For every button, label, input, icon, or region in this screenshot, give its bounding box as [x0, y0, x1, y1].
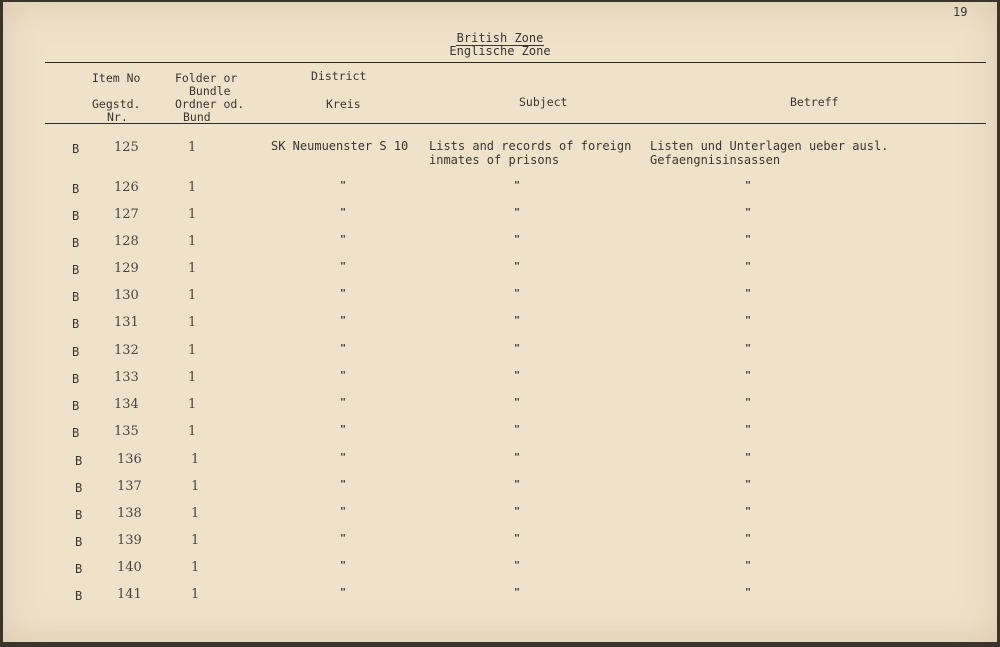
- row-betreff-ditto: ": [745, 180, 751, 191]
- row-district-ditto: ": [340, 207, 346, 218]
- page-number: 19: [953, 5, 968, 19]
- row-subject-ditto: ": [514, 397, 520, 408]
- row-subject-ditto: ": [514, 261, 520, 272]
- row-prefix: B: [75, 481, 83, 495]
- row-prefix: B: [72, 182, 80, 196]
- row-subject: Lists and records of foreign: [429, 139, 632, 153]
- row-folder: 1: [191, 479, 200, 494]
- row-item-no: 141: [117, 587, 142, 602]
- row-district-ditto: ": [340, 370, 346, 381]
- row-folder: 1: [191, 587, 200, 602]
- row-prefix: B: [75, 535, 83, 549]
- row-folder: 1: [188, 370, 197, 385]
- row-subject-ditto: ": [514, 587, 520, 598]
- row-betreff-ditto: ": [745, 479, 751, 490]
- row-folder: 1: [188, 207, 197, 222]
- row-district-ditto: ": [340, 397, 346, 408]
- row-subject-ditto: ": [514, 207, 520, 218]
- row-betreff: Listen und Unterlagen ueber ausl.: [650, 139, 889, 153]
- row-subject-ditto: ": [514, 234, 520, 245]
- zone-title: British Zone: [456, 31, 544, 45]
- row-prefix: B: [75, 562, 83, 576]
- row-folder: 1: [188, 424, 197, 439]
- header-top-rule: [45, 62, 986, 63]
- header-folder: Folder or: [175, 71, 238, 85]
- row-folder: 1: [188, 140, 197, 155]
- row-subject-ditto: ": [514, 452, 520, 463]
- row-prefix: B: [75, 454, 83, 468]
- row-betreff-ditto: ": [745, 533, 751, 544]
- row-district-ditto: ": [340, 479, 346, 490]
- row-prefix: B: [72, 372, 80, 386]
- row-subject-ditto: ": [514, 424, 520, 435]
- row-folder: 1: [188, 288, 197, 303]
- row-item-no: 138: [117, 506, 142, 521]
- row-district-ditto: ": [340, 560, 346, 571]
- row-prefix: B: [72, 263, 80, 277]
- header-folder-de: Ordner od.: [175, 97, 245, 111]
- row-item-no: 137: [117, 479, 142, 494]
- row-folder: 1: [188, 315, 197, 330]
- row-folder: 1: [188, 343, 197, 358]
- header-folder-bund: Bund: [183, 110, 211, 124]
- row-betreff-ditto: ": [745, 261, 751, 272]
- row-district-ditto: ": [340, 288, 346, 299]
- row-subject-ditto: ": [514, 370, 520, 381]
- row-betreff-ditto: ": [745, 234, 751, 245]
- row-betreff-2: Gefaengnisinsassen: [650, 153, 781, 167]
- zone-title-german: Englische Zone: [449, 44, 551, 58]
- row-folder: 1: [188, 234, 197, 249]
- row-item-no: 140: [117, 560, 142, 575]
- row-subject-ditto: ": [514, 343, 520, 354]
- row-item-no: 139: [117, 533, 142, 548]
- row-subject-ditto: ": [514, 180, 520, 191]
- header-item-no: Item No: [92, 71, 141, 85]
- row-district-ditto: ": [340, 587, 346, 598]
- row-item-no: 133: [114, 370, 139, 385]
- row-prefix: B: [75, 589, 83, 603]
- row-betreff-ditto: ": [745, 207, 751, 218]
- row-district-ditto: ": [340, 315, 346, 326]
- header-item-no-de-2: Nr.: [107, 110, 128, 124]
- header-district: District: [311, 69, 367, 83]
- row-folder: 1: [188, 180, 197, 195]
- row-betreff-ditto: ": [745, 315, 751, 326]
- row-betreff-ditto: ": [745, 288, 751, 299]
- header-subject: Subject: [519, 95, 568, 109]
- row-district-ditto: ": [340, 533, 346, 544]
- row-district-ditto: ": [340, 180, 346, 191]
- row-prefix: B: [72, 317, 80, 331]
- header-kreis: Kreis: [326, 97, 361, 111]
- row-prefix: B: [75, 508, 83, 522]
- row-item-no: 127: [114, 207, 139, 222]
- row-folder: 1: [191, 533, 200, 548]
- row-subject-ditto: ": [514, 479, 520, 490]
- row-item-no: 128: [114, 234, 139, 249]
- row-prefix: B: [72, 209, 80, 223]
- row-betreff-ditto: ": [745, 587, 751, 598]
- row-folder: 1: [191, 452, 200, 467]
- row-item-no: 130: [114, 288, 139, 303]
- row-subject-ditto: ": [514, 288, 520, 299]
- row-district-ditto: ": [340, 506, 346, 517]
- row-prefix: B: [72, 142, 80, 156]
- header-item-no-de: Gegstd.: [92, 97, 141, 111]
- row-subject-2: inmates of prisons: [429, 153, 560, 167]
- row-prefix: B: [72, 399, 80, 413]
- row-betreff-ditto: ": [745, 506, 751, 517]
- row-betreff-ditto: ": [745, 397, 751, 408]
- row-prefix: B: [72, 426, 80, 440]
- row-item-no: 134: [114, 397, 139, 412]
- row-folder: 1: [188, 397, 197, 412]
- row-district-ditto: ": [340, 234, 346, 245]
- row-betreff-ditto: ": [745, 424, 751, 435]
- row-district: SK Neumuenster S 10: [271, 139, 409, 153]
- row-prefix: B: [72, 236, 80, 250]
- row-betreff-ditto: ": [745, 370, 751, 381]
- document-page: [3, 2, 997, 642]
- row-item-no: 131: [114, 315, 139, 330]
- row-district-ditto: ": [340, 261, 346, 272]
- row-folder: 1: [188, 261, 197, 276]
- row-district-ditto: ": [340, 424, 346, 435]
- row-item-no: 136: [117, 452, 142, 467]
- row-folder: 1: [191, 560, 200, 575]
- row-district-ditto: ": [340, 452, 346, 463]
- row-subject-ditto: ": [514, 506, 520, 517]
- row-betreff-ditto: ": [745, 343, 751, 354]
- row-betreff-ditto: ": [745, 452, 751, 463]
- row-prefix: B: [72, 345, 80, 359]
- row-item-no: 126: [114, 180, 139, 195]
- row-folder: 1: [191, 506, 200, 521]
- row-subject-ditto: ": [514, 533, 520, 544]
- row-item-no: 125: [114, 140, 139, 155]
- header-folder-bundle: Bundle: [189, 84, 231, 98]
- row-betreff-ditto: ": [745, 560, 751, 571]
- row-subject-ditto: ": [514, 315, 520, 326]
- row-item-no: 135: [114, 424, 139, 439]
- row-prefix: B: [72, 290, 80, 304]
- row-district-ditto: ": [340, 343, 346, 354]
- header-bottom-rule: [45, 123, 986, 124]
- row-item-no: 132: [114, 343, 139, 358]
- header-betreff: Betreff: [790, 95, 839, 109]
- row-subject-ditto: ": [514, 560, 520, 571]
- row-item-no: 129: [114, 261, 139, 276]
